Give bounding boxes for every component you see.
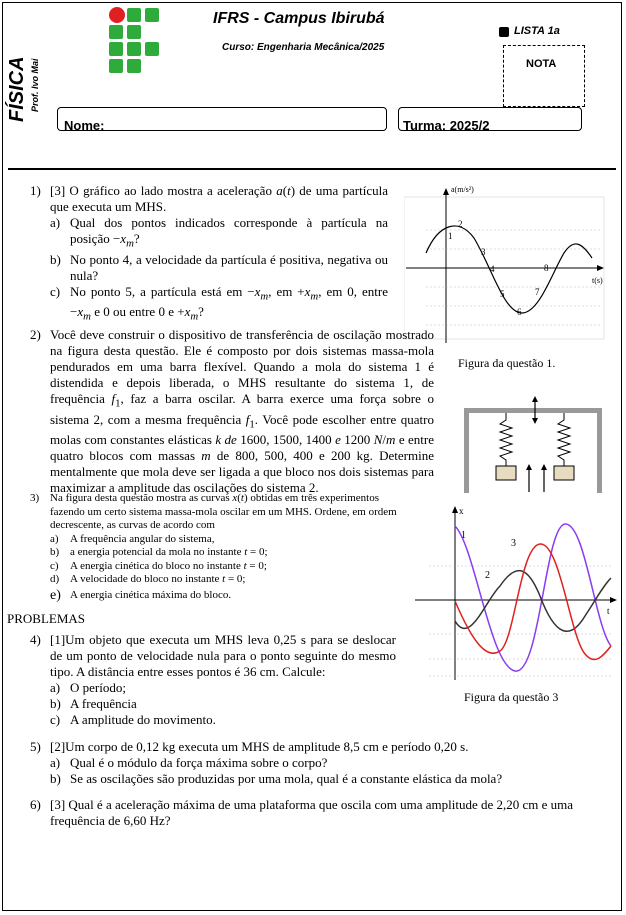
- grade-box: [503, 45, 585, 107]
- svg-text:7: 7: [535, 287, 540, 297]
- class-label: Turma: 2025/2: [403, 118, 490, 133]
- figure-3-caption: Figura da questão 3: [464, 690, 559, 704]
- problems-heading: PROBLEMAS: [7, 611, 86, 626]
- teacher-name: Prof. Ivo Mai: [30, 58, 40, 112]
- question-1b: No ponto 4, a velocidade da partícula é positiva, negativa ou nula?: [70, 251, 388, 283]
- fig3-xlabel: t: [607, 606, 610, 616]
- question-3: 3) Na figura desta questão mostra as curvas x(t) obtidas em três experimentos fazendo um certo sistema massa-mola oscilar em um MHS. Ordene, em ordem decrescente, as curvas de acordo com a) A frequência angular do sistema, b) a energia potencial da mola no instante t = 0; c) A energia cinética do bloco no instante t = 0; d) A velocidade do bloco no instante t = 0; e) A energia cinética máxima do bloco.: [30, 492, 400, 602]
- svg-text:1: 1: [448, 231, 453, 241]
- question-text: [2]Um corpo de 0,12 kg executa um MHS de amplitude 8,5 cm e período 0,20 s.: [50, 739, 469, 754]
- question-number: 1): [30, 183, 41, 198]
- subject-title: FÍSICA: [6, 56, 28, 122]
- svg-text:6: 6: [517, 307, 522, 317]
- figure-2-device: [462, 396, 608, 496]
- name-label: Nome:: [64, 118, 105, 133]
- figure-3-graph: [415, 506, 617, 682]
- svg-text:3: 3: [511, 538, 516, 549]
- question-3d: A velocidade do bloco no instante t = 0;: [70, 573, 246, 585]
- question-6: 6) [3] Qual é a aceleração máxima de uma plataforma que oscila com uma amplitude de 2,20 cm e uma frequência de 6,60 Hz?: [30, 797, 578, 829]
- name-field[interactable]: [57, 107, 387, 131]
- curve-1: [455, 524, 611, 671]
- fig1-xlabel: t(s): [592, 276, 603, 285]
- class-field[interactable]: [398, 107, 582, 131]
- question-text: Na figura desta questão mostra as curvas x(t) obtidas em três experimentos fazendo um certo sistema massa-mola oscilar em um MHS. Ordene, em ordem decrescente, as curvas de acordo com: [50, 492, 397, 531]
- question-3b: a energia potencial da mola no instante t = 0;: [70, 546, 268, 558]
- curve-2: [455, 571, 611, 632]
- fig3-ylabel: x: [459, 506, 464, 516]
- svg-text:2: 2: [458, 219, 463, 229]
- svg-text:3: 3: [481, 247, 486, 257]
- question-3a: A frequência angular do sistema,: [70, 532, 215, 545]
- question-1: 1) [3] O gráfico ao lado mostra a aceleração a(t) de uma partícula que executa um MHS. a) Qual dos pontos indicados corresponde à partícula na posição $-x_m$? b) No ponto 4, a velocidade da partícula é positiva, negativa ou nula? c) No ponto 5, a partícula está em $-x_m$, em $+x_m$, em 0, entre $-x_m$ e 0 ou entre 0 $e +x_m$?: [30, 183, 388, 323]
- question-5: 5) [2]Um corpo de 0,12 kg executa um MHS de amplitude 8,5 cm e período 0,20 s. a) Qual é o módulo da força máxima sobre o corpo? b) Se as oscilações são produzidas por uma mola, qual é a constante elástica da mola?: [30, 739, 503, 786]
- svg-text:8: 8: [544, 263, 549, 273]
- question-text: [1]Um objeto que executa um MHS leva 0,25 s para se deslocar de um ponto de velocidade nula para o ponto seguinte do mesmo tipo. A distância entre esses pontos é 36 cm. Calcule:: [50, 632, 396, 679]
- fig1-ylabel: a(m/s²): [451, 185, 474, 194]
- question-text: [3] O gráfico ao lado mostra a aceleração a(t) de uma partícula que executa um MHS.: [50, 183, 388, 214]
- question-text: Você deve construir o dispositivo de transferência de oscilação mostrado na figura desta questão. Ele é composto por dois sistemas massa-mola pendurados em uma barra flexível. Quando a mola do sistema 1 é distendida e depois liberada, o MHS resultante do sistema 1, de frequência $f_1$, faz a barra oscilar. A barra exerce uma força sobre o sistema 2, com a mesma frequência $f_1$. Você pode escolher entre quatro molas com constantes elásticas k de 1600, 1500, 1400 e 1200 N/m e entre quatro blocos com massas m de 800, 500, 400 e 200 kg. Determine mentalmente que mola deve ser ligada a que bloco nos dois sistemas para maximizar a amplitude das oscilações do sistema 2.: [50, 327, 435, 496]
- figure-1-caption: Figura da questão 1.: [458, 356, 556, 370]
- svg-text:4: 4: [490, 264, 495, 274]
- question-1a: Qual dos pontos indicados corresponde à partícula na posição $-x_m$?: [70, 215, 388, 250]
- question-number: 3): [30, 492, 40, 504]
- svg-text:1: 1: [461, 530, 466, 541]
- list-label: LISTA 1a: [514, 25, 560, 37]
- figure-1-graph: [404, 183, 608, 348]
- institution-title: IFRS - Campus Ibirubá: [213, 10, 385, 27]
- question-4: 4) [1]Um objeto que executa um MHS leva 0,25 s para se deslocar de um ponto de velocidade nula para o ponto seguinte do mesmo tipo. A distância entre esses pontos é 36 cm. Calcule: a) O período; b) A frequência c) A amplitude do movimento.: [30, 632, 396, 727]
- question-number: 2): [30, 327, 41, 342]
- header-divider: [8, 168, 616, 170]
- question-text: [3] Qual é a aceleração máxima de uma plataforma que oscila com uma amplitude de 2,20 cm e uma frequência de 6,60 Hz?: [50, 797, 574, 828]
- svg-text:2: 2: [485, 570, 490, 581]
- grade-label: NOTA: [526, 58, 557, 70]
- question-3e: A energia cinética máxima do bloco.: [70, 588, 232, 601]
- list-bullet-icon: [499, 27, 509, 37]
- question-3c: A energia cinética do bloco no instante t = 0;: [70, 559, 267, 572]
- svg-text:5: 5: [500, 289, 505, 299]
- course-label: Curso: Engenharia Mecânica/2025: [222, 42, 385, 53]
- question-1c: No ponto 5, a partícula está em $-x_m$, em $+x_m$, em 0, entre $-x_m$ e 0 ou entre 0 $e +x_m$?: [70, 283, 388, 323]
- question-2: [30, 327, 434, 496]
